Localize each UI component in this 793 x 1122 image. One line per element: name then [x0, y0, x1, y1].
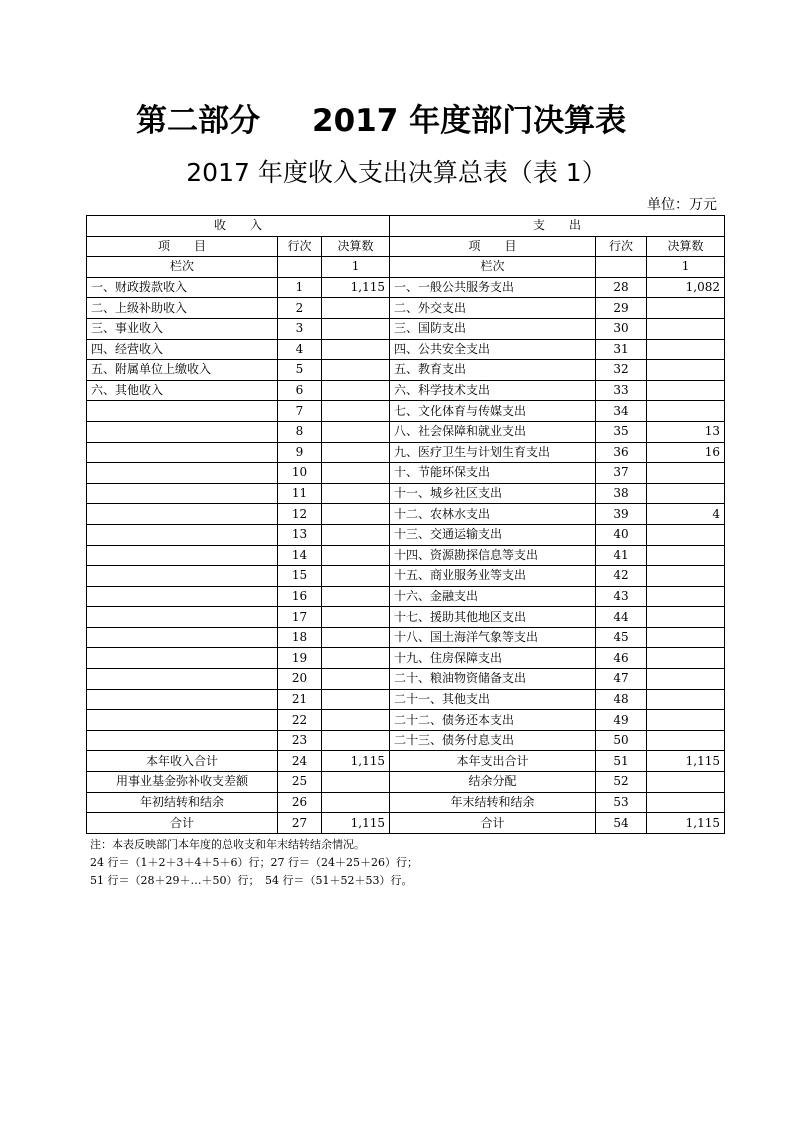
income-item-cell	[87, 689, 278, 710]
income-amount-cell	[322, 442, 390, 463]
expense-item-cell: 八、社会保障和就业支出	[390, 421, 596, 442]
expense-amount-cell	[647, 648, 725, 669]
income-item-cell: 年初结转和结余	[87, 792, 278, 813]
income-amount-cell	[322, 360, 390, 381]
expense-line-cell: 32	[596, 360, 647, 381]
income-item-cell	[87, 483, 278, 504]
income-item-cell: 一、财政拨款收入	[87, 277, 278, 298]
expense-item-cell: 年末结转和结余	[390, 792, 596, 813]
lane-value-income: 1	[322, 257, 390, 278]
expense-amount-cell: 13	[647, 421, 725, 442]
income-line-cell: 16	[278, 586, 322, 607]
income-item-cell	[87, 566, 278, 587]
expense-item-cell: 本年支出合计	[390, 751, 596, 772]
expense-item-cell: 十七、援助其他地区支出	[390, 607, 596, 628]
part-label: 第二部分	[136, 103, 260, 139]
expense-line-cell: 30	[596, 318, 647, 339]
col-amount-income: 决算数	[322, 236, 390, 257]
income-item-cell: 合计	[87, 813, 278, 834]
income-amount-cell	[322, 339, 390, 360]
income-amount-cell	[322, 772, 390, 793]
expense-item-cell: 十八、国土海洋气象等支出	[390, 627, 596, 648]
expense-line-cell: 50	[596, 730, 647, 751]
income-amount-cell	[322, 380, 390, 401]
table-row	[87, 607, 725, 628]
income-amount-cell	[322, 669, 390, 690]
income-item-cell	[87, 421, 278, 442]
income-amount-cell	[322, 607, 390, 628]
expense-line-cell: 52	[596, 772, 647, 793]
income-amount-cell	[322, 689, 390, 710]
expense-line-cell: 28	[596, 277, 647, 298]
expense-amount-cell	[647, 792, 725, 813]
income-line-cell: 23	[278, 730, 322, 751]
expense-line-cell: 43	[596, 586, 647, 607]
income-item-cell	[87, 669, 278, 690]
lane-label-income: 栏次	[87, 257, 278, 278]
table-row	[87, 298, 725, 319]
income-line-cell: 9	[278, 442, 322, 463]
income-line-cell: 5	[278, 360, 322, 381]
expense-item-cell: 九、医疗卫生与计划生育支出	[390, 442, 596, 463]
table-row	[87, 339, 725, 360]
expense-item-cell: 十六、金融支出	[390, 586, 596, 607]
income-amount-cell	[322, 524, 390, 545]
lane-line-income	[278, 257, 322, 278]
expense-item-cell: 二、外交支出	[390, 298, 596, 319]
income-item-cell	[87, 545, 278, 566]
income-amount-cell	[322, 710, 390, 731]
income-amount-cell	[322, 648, 390, 669]
income-item-cell	[87, 463, 278, 484]
income-item-cell: 用事业基金弥补收支差额	[87, 772, 278, 793]
expense-line-cell: 29	[596, 298, 647, 319]
income-line-cell: 13	[278, 524, 322, 545]
income-amount-cell	[322, 298, 390, 319]
expense-amount-cell	[647, 689, 725, 710]
expense-line-cell: 31	[596, 339, 647, 360]
income-item-cell	[87, 607, 278, 628]
income-item-cell	[87, 401, 278, 422]
expense-amount-cell	[647, 360, 725, 381]
income-line-cell: 11	[278, 483, 322, 504]
table-row	[87, 463, 725, 484]
income-amount-cell	[322, 483, 390, 504]
expense-item-cell: 十九、住房保障支出	[390, 648, 596, 669]
expense-line-cell: 39	[596, 504, 647, 525]
income-line-cell: 15	[278, 566, 322, 587]
income-item-cell: 本年收入合计	[87, 751, 278, 772]
income-item-cell	[87, 730, 278, 751]
expense-amount-cell	[647, 607, 725, 628]
expense-amount-cell	[647, 772, 725, 793]
expense-item-cell: 三、国防支出	[390, 318, 596, 339]
expense-amount-cell: 4	[647, 504, 725, 525]
income-amount-cell	[322, 463, 390, 484]
expense-amount-cell	[647, 669, 725, 690]
expense-amount-cell	[647, 730, 725, 751]
income-item-cell	[87, 627, 278, 648]
income-amount-cell: 1,115	[322, 751, 390, 772]
lane-value-expense: 1	[647, 257, 725, 278]
income-item-cell: 二、上级补助收入	[87, 298, 278, 319]
section-expense-label: 支 出	[390, 216, 725, 237]
table-row	[87, 524, 725, 545]
table-row	[87, 401, 725, 422]
income-line-cell: 1	[278, 277, 322, 298]
table-row	[87, 360, 725, 381]
lane-row	[87, 257, 725, 278]
expense-amount-cell	[647, 318, 725, 339]
expense-item-cell: 二十一、其他支出	[390, 689, 596, 710]
section-income-label: 收 入	[87, 216, 390, 237]
income-item-cell	[87, 648, 278, 669]
table-notes	[90, 836, 418, 890]
income-item-cell	[87, 586, 278, 607]
expense-amount-cell	[647, 627, 725, 648]
income-line-cell: 12	[278, 504, 322, 525]
table-row	[87, 504, 725, 525]
income-line-cell: 4	[278, 339, 322, 360]
unit-label: 单位：万元	[647, 197, 717, 213]
expense-amount-cell	[647, 298, 725, 319]
income-line-cell: 22	[278, 710, 322, 731]
expense-item-cell: 十二、农林水支出	[390, 504, 596, 525]
col-amount-expense: 决算数	[647, 236, 725, 257]
expense-amount-cell	[647, 483, 725, 504]
summary-row	[87, 751, 725, 772]
income-line-cell: 8	[278, 421, 322, 442]
income-line-cell: 26	[278, 792, 322, 813]
expense-line-cell: 44	[596, 607, 647, 628]
lane-line-expense	[596, 257, 647, 278]
expense-item-cell: 十四、资源勘探信息等支出	[390, 545, 596, 566]
expense-item-cell: 十五、商业服务业等支出	[390, 566, 596, 587]
income-line-cell: 24	[278, 751, 322, 772]
table-row	[87, 730, 725, 751]
expense-line-cell: 53	[596, 792, 647, 813]
expense-line-cell: 33	[596, 380, 647, 401]
expense-amount-cell	[647, 586, 725, 607]
expense-line-cell: 46	[596, 648, 647, 669]
expense-amount-cell	[647, 545, 725, 566]
table-row	[87, 380, 725, 401]
income-expense-table	[86, 215, 725, 834]
expense-line-cell: 47	[596, 669, 647, 690]
income-line-cell: 2	[278, 298, 322, 319]
expense-item-cell: 结余分配	[390, 772, 596, 793]
expense-line-cell: 36	[596, 442, 647, 463]
income-item-cell	[87, 710, 278, 731]
income-line-cell: 25	[278, 772, 322, 793]
table-row	[87, 710, 725, 731]
income-item-cell: 六、其他收入	[87, 380, 278, 401]
income-line-cell: 20	[278, 669, 322, 690]
page-title	[0, 98, 793, 144]
income-line-cell: 7	[278, 401, 322, 422]
expense-amount-cell: 1,115	[647, 751, 725, 772]
table-row	[87, 277, 725, 298]
expense-line-cell: 40	[596, 524, 647, 545]
table-title: 2017 年度收入支出决算总表（表 1）	[186, 158, 607, 187]
table-row	[87, 545, 725, 566]
income-item-cell	[87, 524, 278, 545]
table-row	[87, 627, 725, 648]
table-row	[87, 648, 725, 669]
income-amount-cell	[322, 421, 390, 442]
expense-line-cell: 51	[596, 751, 647, 772]
income-amount-cell: 1,115	[322, 277, 390, 298]
income-amount-cell	[322, 586, 390, 607]
expense-line-cell: 37	[596, 463, 647, 484]
expense-line-cell: 45	[596, 627, 647, 648]
expense-amount-cell	[647, 401, 725, 422]
income-amount-cell	[322, 401, 390, 422]
income-item-cell: 三、事业收入	[87, 318, 278, 339]
expense-line-cell: 54	[596, 813, 647, 834]
expense-item-cell: 四、公共安全支出	[390, 339, 596, 360]
expense-amount-cell	[647, 710, 725, 731]
expense-line-cell: 35	[596, 421, 647, 442]
expense-amount-cell: 1,115	[647, 813, 725, 834]
expense-line-cell: 49	[596, 710, 647, 731]
table-row	[87, 318, 725, 339]
table-row	[87, 442, 725, 463]
income-amount-cell	[322, 792, 390, 813]
table-row	[87, 586, 725, 607]
expense-item-cell: 二十三、债务付息支出	[390, 730, 596, 751]
expense-item-cell: 二十、粮油物资储备支出	[390, 669, 596, 690]
expense-item-cell: 十三、交通运输支出	[390, 524, 596, 545]
income-item-cell: 四、经营收入	[87, 339, 278, 360]
expense-line-cell: 48	[596, 689, 647, 710]
expense-item-cell: 十一、城乡社区支出	[390, 483, 596, 504]
summary-row	[87, 813, 725, 834]
note-line: 24 行＝（1＋2＋3＋4＋5＋6）行；27 行＝（24＋25＋26）行；	[90, 856, 418, 869]
table-row	[87, 689, 725, 710]
expense-line-cell: 42	[596, 566, 647, 587]
summary-row	[87, 772, 725, 793]
expense-amount-cell: 1,082	[647, 277, 725, 298]
expense-amount-cell	[647, 524, 725, 545]
income-line-cell: 18	[278, 627, 322, 648]
expense-item-cell: 二十二、债务还本支出	[390, 710, 596, 731]
note-line: 注：本表反映部门本年度的总收支和年末结转结余情况。	[90, 838, 365, 851]
expense-item-cell: 十、节能环保支出	[390, 463, 596, 484]
part-title: 2017 年度部门决算表	[312, 103, 627, 139]
table-row	[87, 421, 725, 442]
expense-line-cell: 34	[596, 401, 647, 422]
expense-line-cell: 38	[596, 483, 647, 504]
expense-amount-cell	[647, 380, 725, 401]
income-item-cell: 五、附属单位上缴收入	[87, 360, 278, 381]
table-row	[87, 566, 725, 587]
income-amount-cell: 1,115	[322, 813, 390, 834]
expense-item-cell: 合计	[390, 813, 596, 834]
income-line-cell: 3	[278, 318, 322, 339]
income-amount-cell	[322, 627, 390, 648]
expense-amount-cell: 16	[647, 442, 725, 463]
income-line-cell: 6	[278, 380, 322, 401]
income-item-cell	[87, 442, 278, 463]
income-line-cell: 14	[278, 545, 322, 566]
income-amount-cell	[322, 730, 390, 751]
income-line-cell: 19	[278, 648, 322, 669]
income-amount-cell	[322, 318, 390, 339]
expense-item-cell: 七、文化体育与传媒支出	[390, 401, 596, 422]
expense-amount-cell	[647, 339, 725, 360]
expense-amount-cell	[647, 566, 725, 587]
expense-amount-cell	[647, 463, 725, 484]
col-item-income: 项 目	[87, 236, 278, 257]
income-line-cell: 17	[278, 607, 322, 628]
note-line: 51 行＝（28＋29＋…＋50）行； 54 行＝（51＋52＋53）行。	[90, 874, 413, 887]
column-header-row	[87, 236, 725, 257]
income-item-cell	[87, 504, 278, 525]
income-line-cell: 21	[278, 689, 322, 710]
income-line-cell: 27	[278, 813, 322, 834]
col-line-expense: 行次	[596, 236, 647, 257]
income-line-cell: 10	[278, 463, 322, 484]
income-amount-cell	[322, 566, 390, 587]
lane-label-expense: 栏次	[390, 257, 596, 278]
table-row	[87, 483, 725, 504]
income-amount-cell	[322, 545, 390, 566]
expense-line-cell: 41	[596, 545, 647, 566]
expense-item-cell: 一、一般公共服务支出	[390, 277, 596, 298]
section-header-row	[87, 216, 725, 237]
expense-item-cell: 五、教育支出	[390, 360, 596, 381]
income-amount-cell	[322, 504, 390, 525]
summary-row	[87, 792, 725, 813]
table-row	[87, 669, 725, 690]
col-item-expense: 项 目	[390, 236, 596, 257]
expense-item-cell: 六、科学技术支出	[390, 380, 596, 401]
col-line-income: 行次	[278, 236, 322, 257]
